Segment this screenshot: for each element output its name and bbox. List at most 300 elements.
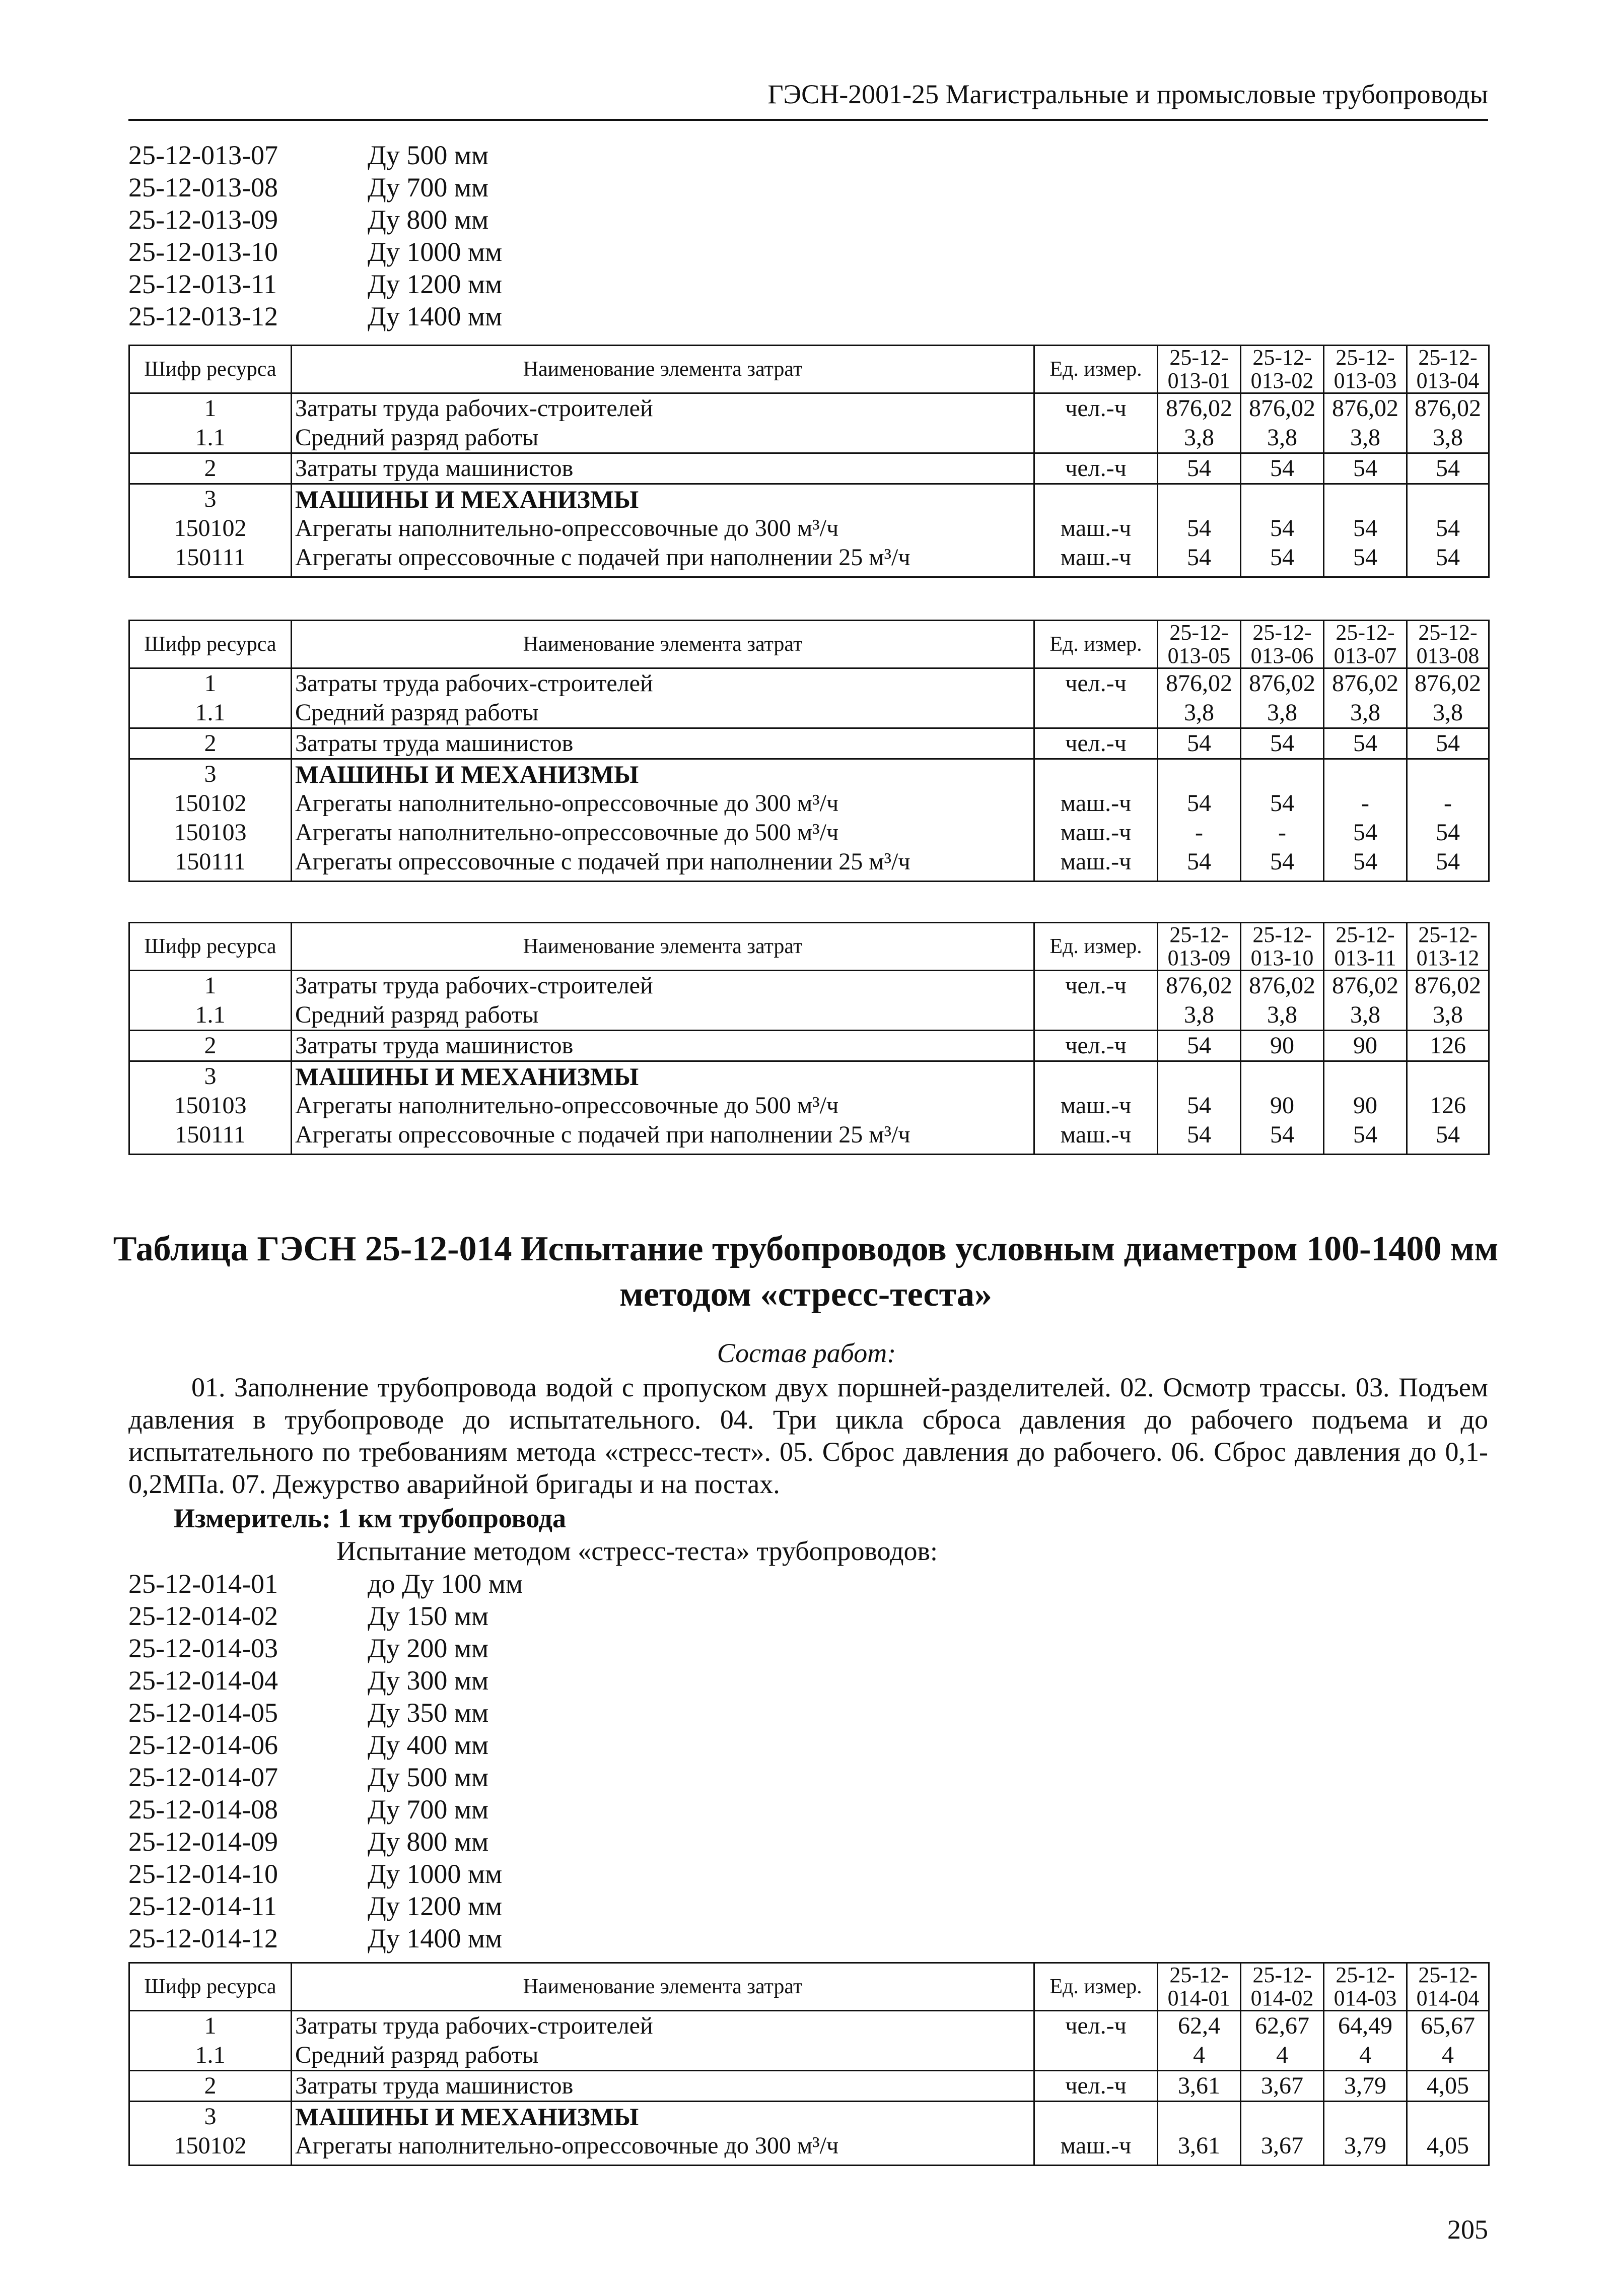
list-item	[128, 171, 502, 204]
row-unit: маш.-ч	[1034, 789, 1158, 818]
header-unit: Ед. измер.	[1034, 923, 1158, 971]
row-value: 90	[1241, 1031, 1324, 1061]
row-code: 1.1	[129, 698, 292, 728]
row-code: 1	[129, 2011, 292, 2041]
resource-code: 25-12-013-08	[128, 172, 278, 202]
norm-code-line2: 013-06	[1250, 643, 1314, 668]
measure-subtitle: Испытание методом «стресс-теста» трубопроводов:	[336, 1536, 938, 1566]
resource-code: 25-12-013-10	[128, 237, 278, 267]
row-value: 54	[1324, 847, 1407, 882]
resource-code: 25-12-014-12	[128, 1923, 278, 1953]
resource-table-2	[128, 620, 1490, 882]
row-value	[1324, 759, 1407, 789]
row-unit: маш.-ч	[1034, 543, 1158, 577]
resource-code: 25-12-014-08	[128, 1794, 278, 1825]
diameter-label: Ду 350 мм	[368, 1698, 489, 1728]
header-unit: Ед. измер.	[1034, 1963, 1158, 2011]
row-value: 876,02	[1158, 668, 1241, 699]
row-value: 3,67	[1241, 2071, 1324, 2102]
table-row	[129, 2011, 1489, 2041]
row-code: 150111	[129, 543, 292, 577]
header-unit: Ед. измер.	[1034, 621, 1158, 668]
row-value: 65,67	[1407, 2011, 1489, 2041]
row-name: Средний разряд работы	[292, 423, 1034, 453]
row-value: 54	[1158, 789, 1241, 818]
row-code: 150103	[129, 818, 292, 847]
row-name: МАШИНЫ И МЕХАНИЗМЫ	[292, 484, 1034, 514]
diameter-label: Ду 500 мм	[368, 140, 489, 170]
list-item	[128, 1826, 523, 1858]
work-composition-text: 01. Заполнение трубопровода водой с пропуском двух поршней-разделителей. 02. Осмотр трассы. 03. Подъем давления в трубопроводе до испытательного. 04. Три цикла сброса давления до рабочего подъема и до испытательного по требованиям метода «стресс-тест». 05. Сброс давления до рабочего. 06. Сброс давления до 0,1-0,2МПа. 07. Дежурство аварийной бригады и на постах.	[128, 1372, 1488, 1499]
row-code: 3	[129, 2102, 292, 2132]
table-row	[129, 1120, 1489, 1155]
row-unit: маш.-ч	[1034, 818, 1158, 847]
norm-code-line1: 25-12-	[1252, 620, 1312, 645]
row-value: 54	[1407, 1120, 1489, 1155]
norm-code-line1: 25-12-	[1418, 922, 1478, 947]
table-header-row	[129, 621, 1489, 668]
section-title-line1: Таблица ГЭСН 25-12-014 Испытание трубопроводов условным диаметром 100-1400 мм	[113, 1230, 1499, 1268]
norm-code-line2: 014-03	[1334, 1986, 1397, 2010]
row-value	[1407, 2102, 1489, 2132]
diameter-label: Ду 1000 мм	[368, 237, 503, 267]
list-item	[128, 1761, 523, 1793]
row-name: Средний разряд работы	[292, 698, 1034, 728]
diameter-label: Ду 700 мм	[368, 1794, 489, 1825]
row-value: 54	[1158, 453, 1241, 484]
row-value: 3,61	[1158, 2131, 1241, 2166]
row-name: Затраты труда машинистов	[292, 728, 1034, 759]
row-name: Затраты труда машинистов	[292, 453, 1034, 484]
row-value: 54	[1158, 1120, 1241, 1155]
row-value: 876,02	[1158, 393, 1241, 424]
list-item	[128, 1697, 523, 1729]
table-header-row	[129, 346, 1489, 393]
header-name: Наименование элемента затрат	[292, 1963, 1034, 2011]
row-name: Затраты труда машинистов	[292, 2071, 1034, 2102]
table-row	[129, 2071, 1489, 2102]
row-value: 54	[1407, 543, 1489, 577]
row-value: 3,8	[1324, 698, 1407, 728]
table-row	[129, 1000, 1489, 1031]
resource-code: 25-12-013-07	[128, 140, 278, 170]
row-value: 90	[1324, 1091, 1407, 1120]
row-unit	[1034, 484, 1158, 514]
row-unit: чел.-ч	[1034, 1031, 1158, 1061]
header-code: Шифр ресурса	[129, 1963, 292, 2011]
row-unit	[1034, 423, 1158, 453]
norm-code-line2: 013-07	[1334, 643, 1397, 668]
header-norm-code	[1158, 1963, 1241, 2011]
row-code: 150111	[129, 1120, 292, 1155]
row-value: -	[1241, 818, 1324, 847]
table-row	[129, 818, 1489, 847]
row-value: 62,67	[1241, 2011, 1324, 2041]
work-composition-heading: Состав работ:	[717, 1338, 896, 1368]
row-value: 3,8	[1407, 1000, 1489, 1031]
header-norm-code	[1158, 923, 1241, 971]
row-value: 876,02	[1241, 393, 1324, 424]
section-title	[101, 1227, 1511, 1317]
norm-code-line2: 014-01	[1167, 1986, 1231, 2010]
list-item	[128, 1600, 523, 1632]
row-value: 876,02	[1324, 393, 1407, 424]
norm-code-line1: 25-12-	[1169, 620, 1229, 645]
norm-code-line1: 25-12-	[1169, 345, 1229, 370]
header-name: Наименование элемента затрат	[292, 346, 1034, 393]
norm-code-line1: 25-12-	[1169, 1963, 1229, 1987]
row-code: 1.1	[129, 1000, 292, 1031]
diameter-label: Ду 150 мм	[368, 1601, 489, 1631]
table-row	[129, 393, 1489, 424]
diameter-label: Ду 400 мм	[368, 1730, 489, 1760]
norm-code-line2: 013-05	[1167, 643, 1231, 668]
row-value: 54	[1158, 847, 1241, 882]
row-unit: маш.-ч	[1034, 2131, 1158, 2166]
table-row	[129, 668, 1489, 699]
table-row	[129, 2102, 1489, 2132]
row-value: 876,02	[1241, 971, 1324, 1001]
diameter-label: Ду 800 мм	[368, 1827, 489, 1857]
row-value: 54	[1324, 514, 1407, 543]
list-item	[128, 268, 502, 300]
row-value: 876,02	[1324, 668, 1407, 699]
row-name: МАШИНЫ И МЕХАНИЗМЫ	[292, 2102, 1034, 2132]
row-value: 3,79	[1324, 2071, 1407, 2102]
table-header-row	[129, 1963, 1489, 2011]
row-name: Агрегаты наполнительно-опрессовочные до 300 м³/ч	[292, 2131, 1034, 2166]
header-norm-code	[1241, 923, 1324, 971]
row-value: 876,02	[1241, 668, 1324, 699]
header-norm-code	[1407, 923, 1489, 971]
row-value	[1324, 484, 1407, 514]
norm-code-line1: 25-12-	[1336, 620, 1395, 645]
diameter-label: Ду 1400 мм	[368, 1923, 503, 1953]
row-value: 4	[1241, 2041, 1324, 2071]
row-unit: маш.-ч	[1034, 514, 1158, 543]
norm-code-line2: 013-01	[1167, 368, 1231, 393]
row-value: 54	[1324, 1120, 1407, 1155]
table-row	[129, 847, 1489, 882]
row-code: 2	[129, 2071, 292, 2102]
diameter-label: Ду 200 мм	[368, 1633, 489, 1663]
row-unit	[1034, 698, 1158, 728]
row-value	[1158, 2102, 1241, 2132]
resource-code: 25-12-014-01	[128, 1569, 278, 1599]
norm-code-line1: 25-12-	[1336, 345, 1395, 370]
row-name: Агрегаты опрессовочные с подачей при наполнении 25 м³/ч	[292, 543, 1034, 577]
row-code: 3	[129, 1061, 292, 1092]
row-unit: чел.-ч	[1034, 668, 1158, 699]
header-code: Шифр ресурса	[129, 346, 292, 393]
row-code: 2	[129, 1031, 292, 1061]
row-value: 3,67	[1241, 2131, 1324, 2166]
diameter-label: до Ду 100 мм	[368, 1569, 523, 1599]
row-value: 3,8	[1324, 423, 1407, 453]
row-value: 54	[1241, 847, 1324, 882]
row-value: 54	[1407, 728, 1489, 759]
row-value: 54	[1158, 728, 1241, 759]
resource-code: 25-12-014-09	[128, 1827, 278, 1857]
row-value: 54	[1324, 453, 1407, 484]
table-row	[129, 698, 1489, 728]
norm-code-line2: 014-04	[1416, 1986, 1480, 2010]
row-value: 4	[1324, 2041, 1407, 2071]
row-value: 4	[1407, 2041, 1489, 2071]
row-value	[1158, 759, 1241, 789]
row-code: 1	[129, 393, 292, 424]
row-unit: чел.-ч	[1034, 971, 1158, 1001]
header-name: Наименование элемента затрат	[292, 923, 1034, 971]
resource-table-1	[128, 345, 1490, 578]
resource-code: 25-12-014-10	[128, 1859, 278, 1889]
row-value	[1241, 2102, 1324, 2132]
row-name: Средний разряд работы	[292, 1000, 1034, 1031]
row-value: 3,61	[1158, 2071, 1241, 2102]
table-row	[129, 1091, 1489, 1120]
header-norm-code	[1407, 1963, 1489, 2011]
table-row	[129, 1061, 1489, 1092]
row-unit: чел.-ч	[1034, 2071, 1158, 2102]
norm-code-line2: 013-08	[1416, 643, 1480, 668]
row-value: 54	[1241, 543, 1324, 577]
header-name: Наименование элемента затрат	[292, 621, 1034, 668]
row-name: Агрегаты наполнительно-опрессовочные до 500 м³/ч	[292, 1091, 1034, 1120]
row-value: 126	[1407, 1091, 1489, 1120]
table-row	[129, 971, 1489, 1001]
row-value: 3,8	[1241, 698, 1324, 728]
header-norm-code	[1241, 1963, 1324, 2011]
header-norm-code	[1241, 346, 1324, 393]
row-code: 2	[129, 728, 292, 759]
resource-code: 25-12-014-07	[128, 1762, 278, 1792]
header-norm-code	[1324, 621, 1407, 668]
resource-code: 25-12-014-02	[128, 1601, 278, 1631]
header-norm-code	[1241, 621, 1324, 668]
row-value: 54	[1324, 543, 1407, 577]
list-item	[128, 1858, 523, 1890]
row-name: Агрегаты опрессовочные с подачей при наполнении 25 м³/ч	[292, 847, 1034, 882]
row-name: Затраты труда рабочих-строителей	[292, 971, 1034, 1001]
norm-code-line1: 25-12-	[1418, 345, 1478, 370]
norm-code-line1: 25-12-	[1252, 1963, 1312, 1987]
norm-code-line2: 013-11	[1334, 946, 1396, 970]
row-value: 4,05	[1407, 2071, 1489, 2102]
norm-code-line2: 013-10	[1250, 946, 1314, 970]
table-row	[129, 423, 1489, 453]
row-unit	[1034, 759, 1158, 789]
row-value: 54	[1241, 453, 1324, 484]
header-unit: Ед. измер.	[1034, 346, 1158, 393]
row-code: 3	[129, 484, 292, 514]
row-unit: чел.-ч	[1034, 393, 1158, 424]
norm-code-line1: 25-12-	[1252, 345, 1312, 370]
row-code: 1	[129, 971, 292, 1001]
diameter-label: Ду 1200 мм	[368, 1891, 503, 1921]
norm-code-line1: 25-12-	[1169, 922, 1229, 947]
row-name: МАШИНЫ И МЕХАНИЗМЫ	[292, 1061, 1034, 1092]
resource-code: 25-12-014-11	[128, 1891, 277, 1921]
row-value	[1241, 1061, 1324, 1092]
row-value	[1407, 484, 1489, 514]
diameter-label: Ду 1000 мм	[368, 1859, 503, 1889]
section-title-line2: методом «стресс-теста»	[619, 1275, 992, 1314]
norm-code-line1: 25-12-	[1336, 922, 1395, 947]
header-norm-code	[1158, 621, 1241, 668]
row-value: 876,02	[1407, 393, 1489, 424]
list-item	[128, 1664, 523, 1697]
resource-code: 25-12-014-06	[128, 1730, 278, 1760]
row-code: 2	[129, 453, 292, 484]
row-code: 1.1	[129, 2041, 292, 2071]
resource-code: 25-12-014-05	[128, 1698, 278, 1728]
row-name: Затраты труда рабочих-строителей	[292, 668, 1034, 699]
norm-code-line2: 013-09	[1167, 946, 1231, 970]
row-value: 3,8	[1241, 1000, 1324, 1031]
row-unit	[1034, 2102, 1158, 2132]
header-norm-code	[1158, 346, 1241, 393]
row-value: 62,4	[1158, 2011, 1241, 2041]
row-value: 54	[1158, 1031, 1241, 1061]
row-value: 54	[1158, 1091, 1241, 1120]
row-code: 150102	[129, 2131, 292, 2166]
row-value: 64,49	[1324, 2011, 1407, 2041]
resource-code: 25-12-013-11	[128, 269, 277, 299]
diameter-label: Ду 1200 мм	[368, 269, 503, 299]
row-name: Агрегаты наполнительно-опрессовочные до 500 м³/ч	[292, 818, 1034, 847]
row-unit: маш.-ч	[1034, 1120, 1158, 1155]
list-item	[128, 236, 502, 268]
row-value	[1158, 1061, 1241, 1092]
resource-code: 25-12-013-12	[128, 301, 278, 331]
header-norm-code	[1324, 923, 1407, 971]
row-value: 4,05	[1407, 2131, 1489, 2166]
row-code: 1.1	[129, 423, 292, 453]
row-value: 54	[1324, 818, 1407, 847]
diameter-label: Ду 300 мм	[368, 1665, 489, 1696]
row-code: 150103	[129, 1091, 292, 1120]
row-value: 3,8	[1158, 1000, 1241, 1031]
resource-table-3	[128, 922, 1490, 1155]
resource-code: 25-12-013-09	[128, 205, 278, 235]
norm-code-line1: 25-12-	[1336, 1963, 1395, 1987]
table-row	[129, 484, 1489, 514]
table-row	[129, 2041, 1489, 2071]
list-item	[128, 139, 502, 171]
list-item	[128, 1890, 523, 1922]
header-norm-code	[1324, 1963, 1407, 2011]
row-code: 150111	[129, 847, 292, 882]
header-norm-code	[1407, 346, 1489, 393]
row-code: 1	[129, 668, 292, 699]
row-code: 3	[129, 759, 292, 789]
row-value: 54	[1407, 818, 1489, 847]
table-row	[129, 789, 1489, 818]
running-header: ГЭСН-2001-25 Магистральные и промысловые трубопроводы	[767, 79, 1488, 109]
row-value	[1158, 484, 1241, 514]
row-value: 3,8	[1158, 698, 1241, 728]
row-value: 90	[1324, 1031, 1407, 1061]
table-row	[129, 1031, 1489, 1061]
row-unit: маш.-ч	[1034, 847, 1158, 882]
norm-code-line2: 014-02	[1250, 1986, 1314, 2010]
row-name: Агрегаты наполнительно-опрессовочные до 300 м³/ч	[292, 789, 1034, 818]
list-item	[128, 1568, 523, 1600]
row-value: 4	[1158, 2041, 1241, 2071]
row-value: 3,79	[1324, 2131, 1407, 2166]
row-name: МАШИНЫ И МЕХАНИЗМЫ	[292, 759, 1034, 789]
table-row	[129, 759, 1489, 789]
row-name: Затраты труда машинистов	[292, 1031, 1034, 1061]
list-item	[128, 1632, 523, 1664]
row-name: Агрегаты наполнительно-опрессовочные до 300 м³/ч	[292, 514, 1034, 543]
row-value: 54	[1158, 543, 1241, 577]
row-value: 90	[1241, 1091, 1324, 1120]
row-value: 54	[1241, 728, 1324, 759]
row-value: -	[1407, 789, 1489, 818]
norm-code-line2: 013-04	[1416, 368, 1480, 393]
row-value: 876,02	[1407, 971, 1489, 1001]
row-unit: маш.-ч	[1034, 1091, 1158, 1120]
row-unit	[1034, 2041, 1158, 2071]
row-value: 3,8	[1407, 423, 1489, 453]
table-row	[129, 728, 1489, 759]
row-value: 3,8	[1158, 423, 1241, 453]
row-value: 3,8	[1241, 423, 1324, 453]
row-value: 54	[1241, 1120, 1324, 1155]
diameter-label: Ду 500 мм	[368, 1762, 489, 1792]
list-item	[128, 300, 502, 332]
row-value	[1324, 2102, 1407, 2132]
table-row	[129, 514, 1489, 543]
row-name: Затраты труда рабочих-строителей	[292, 2011, 1034, 2041]
row-value: 126	[1407, 1031, 1489, 1061]
header-norm-code	[1324, 346, 1407, 393]
row-value: 54	[1158, 514, 1241, 543]
resource-code: 25-12-014-04	[128, 1665, 278, 1696]
code-list-top	[128, 139, 502, 332]
resource-code: 25-12-014-03	[128, 1633, 278, 1663]
row-value: 3,8	[1324, 1000, 1407, 1031]
diameter-label: Ду 1400 мм	[368, 301, 503, 331]
row-value	[1407, 1061, 1489, 1092]
row-value	[1407, 759, 1489, 789]
row-code: 150102	[129, 789, 292, 818]
row-value: -	[1158, 818, 1241, 847]
code-list-bottom	[128, 1568, 523, 1954]
row-value	[1241, 759, 1324, 789]
row-value: 54	[1241, 514, 1324, 543]
list-item	[128, 1793, 523, 1826]
row-value	[1324, 1061, 1407, 1092]
table-row	[129, 2131, 1489, 2166]
header-code: Шифр ресурса	[129, 621, 292, 668]
diameter-label: Ду 800 мм	[368, 205, 489, 235]
norm-code-line1: 25-12-	[1418, 620, 1478, 645]
header-norm-code	[1407, 621, 1489, 668]
row-name: Затраты труда рабочих-строителей	[292, 393, 1034, 424]
row-unit: чел.-ч	[1034, 453, 1158, 484]
table-header-row	[129, 923, 1489, 971]
list-item	[128, 1729, 523, 1761]
header-divider	[128, 119, 1488, 121]
row-name: Агрегаты опрессовочные с подачей при наполнении 25 м³/ч	[292, 1120, 1034, 1155]
norm-code-line2: 013-03	[1334, 368, 1397, 393]
row-value: -	[1324, 789, 1407, 818]
row-name: Средний разряд работы	[292, 2041, 1034, 2071]
row-value	[1241, 484, 1324, 514]
row-unit	[1034, 1000, 1158, 1031]
